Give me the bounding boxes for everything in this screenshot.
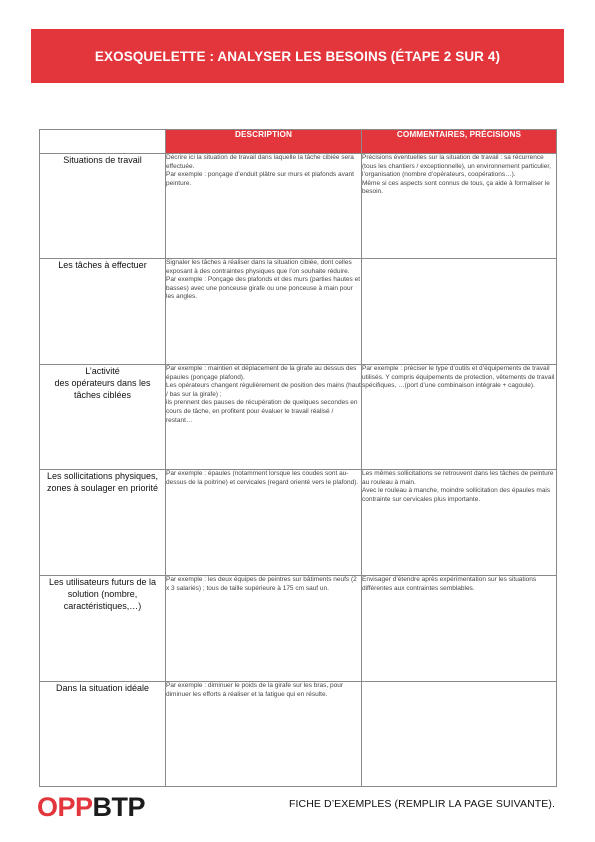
logo-part-btp: BTP [92, 791, 146, 822]
footer-note: FICHE D’EXEMPLES (REMPLIR LA PAGE SUIVANTE). [289, 798, 555, 810]
description-cell[interactable] [166, 154, 362, 259]
comments-cell[interactable] [362, 259, 557, 365]
row-label-text: Les utilisateurs futurs de la solution (nombre, caractéristiques,…) [48, 577, 157, 611]
table-row [40, 154, 557, 259]
description-cell[interactable] [166, 470, 362, 576]
table-row [40, 470, 557, 576]
comments-text: Par exemple : préciser le type d’outils et d’équipements de travail utilisés. Y compris équipements de protection, vêtements de travail spécifiques, …(port d’une combinaison intégrale + cagoule). [362, 365, 555, 390]
description-cell[interactable] [166, 682, 362, 787]
comments-cell[interactable] [362, 470, 557, 576]
description-text: Décrire ici la situation de travail dans laquelle la tâche cibiée sera effectuée. Par exemple : ponçage d’enduit plâtre sur murs et plafonds avant peinture. [166, 154, 354, 187]
description-cell[interactable] [166, 259, 362, 365]
row-label [40, 259, 166, 365]
comments-text: Précisions éventuelles sur la situation de travail : sa récurrence (tous les chantiers / exceptionnelle), un environnement particulier, l’organisation (nombre d’opérateurs, coopérations…). Même si ces aspects sont connus de tous, ça aide à formaliser le besoin. [362, 154, 551, 196]
comments-cell[interactable] [362, 682, 557, 787]
table-row [40, 576, 557, 682]
row-label-text: Dans la situation idéale [55, 683, 150, 693]
row-label-text: Les sollicitations physiques, zones à soulager en priorité [46, 471, 159, 493]
row-label [40, 470, 166, 576]
column-header-comments: COMMENTAIRES, PRÉCISIONS [362, 130, 557, 154]
logo-part-opp: OPP [37, 791, 93, 822]
comments-cell[interactable] [362, 154, 557, 259]
row-label [40, 154, 166, 259]
row-label [40, 576, 166, 682]
table-header-row [40, 130, 557, 154]
column-header-description: DESCRIPTION [166, 130, 362, 154]
comments-cell[interactable] [362, 576, 557, 682]
row-label [40, 682, 166, 787]
row-label [40, 365, 166, 470]
description-cell[interactable] [166, 576, 362, 682]
table-row [40, 682, 557, 787]
description-text: Par exemple : les deux équipes de peintres sur bâtiments neufs (2 x 3 salariés) ; tous de taille supérieure à 175 cm sauf un. [166, 576, 357, 592]
row-label-text: Les tâches à effectuer [58, 260, 147, 270]
title-banner [31, 29, 564, 83]
header-blank-cell [40, 130, 166, 154]
description-text: Par exemple : diminuer le poids de la girafe sur les bras, pour diminuer les efforts à réaliser et la fatigue qui en résulte. [166, 682, 344, 698]
description-text: Par exemple : maintien et déplacement de la girafe au dessus des épaules (ponçage plafond). Les opérateurs changent régulièrement de position des mains (haut / bas sur la girafe) ; ils prennent des pauses de récupération de quelques secondes en cours de tâche, en profitent pour évaluer le travail réalisé / restant… [166, 365, 361, 424]
comments-text: Les mêmes sollicitations se retrouvent dans les tâches de peinture au rouleau à main. Avec le rouleau à manche, moindre sollicitation des épaules mais contrainte sur cervicales plus importante. [362, 470, 554, 503]
comments-text: Envisager d’étendre après expérimentation sur les situations différentes aux contraintes semblables. [362, 576, 537, 592]
comments-cell[interactable] [362, 365, 557, 470]
row-label-text: L’activité des opérateurs dans les tâches ciblées [54, 366, 151, 400]
description-cell[interactable] [166, 365, 362, 470]
description-text: Par exemple : épaules (notamment lorsque les coudes sont au-dessus de la poitrine) et cervicales (regard orienté vers le plafond). [166, 470, 359, 486]
oppbtp-logo [37, 793, 145, 821]
table-row [40, 259, 557, 365]
row-label-text: Situations de travail [63, 155, 142, 165]
page-title: EXOSQUELETTE : ANALYSER LES BESOINS (ÉTAPE 2 SUR 4) [94, 48, 501, 64]
table-row [40, 365, 557, 470]
description-text: Signaler les tâches à réaliser dans la situation cibiée, dont celles exposant à des contraintes physiques que l’on souhaite réduire. Par exemple : Ponçage des plafonds et des murs (parties hautes et basses) avec une ponceuse girafe ou une ponceuse à main pour les angles. [166, 259, 361, 301]
needs-table [39, 129, 557, 787]
